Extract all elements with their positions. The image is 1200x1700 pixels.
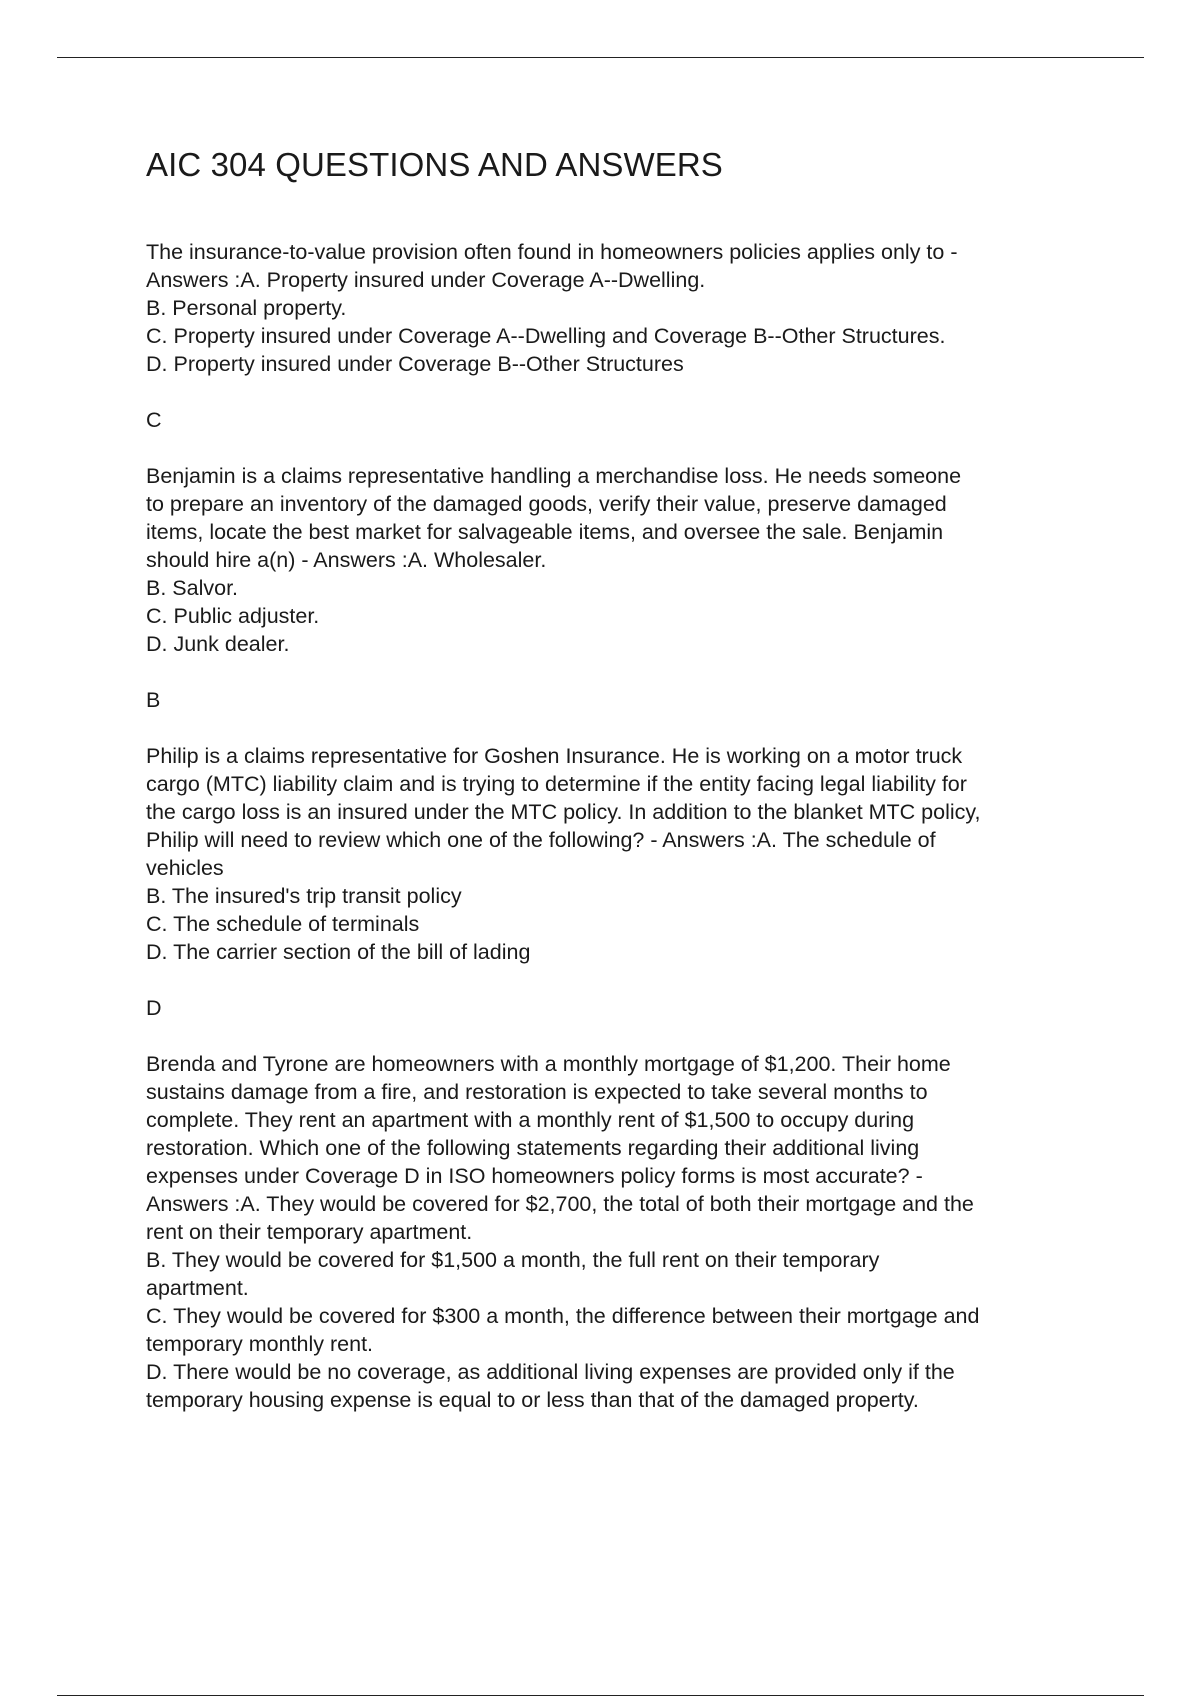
question-line: cargo (MTC) liability claim and is trying to determine if the entity facing legal liability for (146, 772, 967, 796)
question-line: restoration. Which one of the following statements regarding their additional living (146, 1136, 920, 1160)
question-line: Brenda and Tyrone are homeowners with a monthly mortgage of $1,200. Their home (146, 1052, 951, 1076)
option-c: C. Public adjuster. (146, 604, 320, 628)
option-c: temporary monthly rent. (146, 1332, 374, 1356)
question-block-4 (146, 1050, 1146, 1414)
question-line: The insurance-to-value provision often found in homeowners policies applies only to - (146, 240, 958, 264)
option-b: B. Salvor. (146, 576, 239, 600)
top-rule (57, 57, 1144, 58)
question-line: complete. They rent an apartment with a monthly rent of $1,500 to occupy during (146, 1108, 915, 1132)
answer-key: C (146, 408, 162, 432)
document-body (146, 143, 1146, 1414)
answer-key: D (146, 996, 162, 1020)
question-block-3 (146, 742, 1146, 1022)
option-d: D. The carrier section of the bill of lading (146, 940, 531, 964)
option-b: B. The insured's trip transit policy (146, 884, 462, 908)
question-list (146, 238, 1146, 1414)
question-line: Benjamin is a claims representative handling a merchandise loss. He needs someone (146, 464, 962, 488)
document-title: AIC 304 QUESTIONS AND ANSWERS (146, 146, 723, 183)
question-line: vehicles (146, 856, 224, 880)
option-b: B. They would be covered for $1,500 a month, the full rent on their temporary (146, 1248, 880, 1272)
option-b: B. Personal property. (146, 296, 347, 320)
option-b: apartment. (146, 1276, 249, 1300)
question-line: rent on their temporary apartment. (146, 1220, 473, 1244)
option-d: D. There would be no coverage, as additional living expenses are provided only if the (146, 1360, 955, 1384)
question-line: Answers :A. They would be covered for $2,700, the total of both their mortgage and the (146, 1192, 974, 1216)
question-line: Philip will need to review which one of the following? - Answers :A. The schedule of (146, 828, 936, 852)
answer-key: B (146, 688, 161, 712)
option-c: C. Property insured under Coverage A--Dwelling and Coverage B--Other Structures. (146, 324, 946, 348)
question-block-2 (146, 462, 1146, 714)
question-line: the cargo loss is an insured under the MTC policy. In addition to the blanket MTC policy, (146, 800, 981, 824)
option-d: D. Property insured under Coverage B--Other Structures (146, 352, 684, 376)
question-line: items, locate the best market for salvageable items, and oversee the sale. Benjamin (146, 520, 944, 544)
question-line: to prepare an inventory of the damaged goods, verify their value, preserve damaged (146, 492, 947, 516)
question-line: Philip is a claims representative for Goshen Insurance. He is working on a motor truck (146, 744, 963, 768)
option-c: C. The schedule of terminals (146, 912, 420, 936)
question-line: should hire a(n) - Answers :A. Wholesaler. (146, 548, 547, 572)
bottom-rule (57, 1695, 1144, 1696)
question-line: Answers :A. Property insured under Coverage A--Dwelling. (146, 268, 706, 292)
option-d: D. Junk dealer. (146, 632, 290, 656)
question-block-1 (146, 238, 1146, 434)
question-line: expenses under Coverage D in ISO homeowners policy forms is most accurate? - (146, 1164, 923, 1188)
question-line: sustains damage from a fire, and restoration is expected to take several months to (146, 1080, 928, 1104)
option-c: C. They would be covered for $300 a month, the difference between their mortgage and (146, 1304, 980, 1328)
option-d: temporary housing expense is equal to or less than that of the damaged property. (146, 1388, 919, 1412)
